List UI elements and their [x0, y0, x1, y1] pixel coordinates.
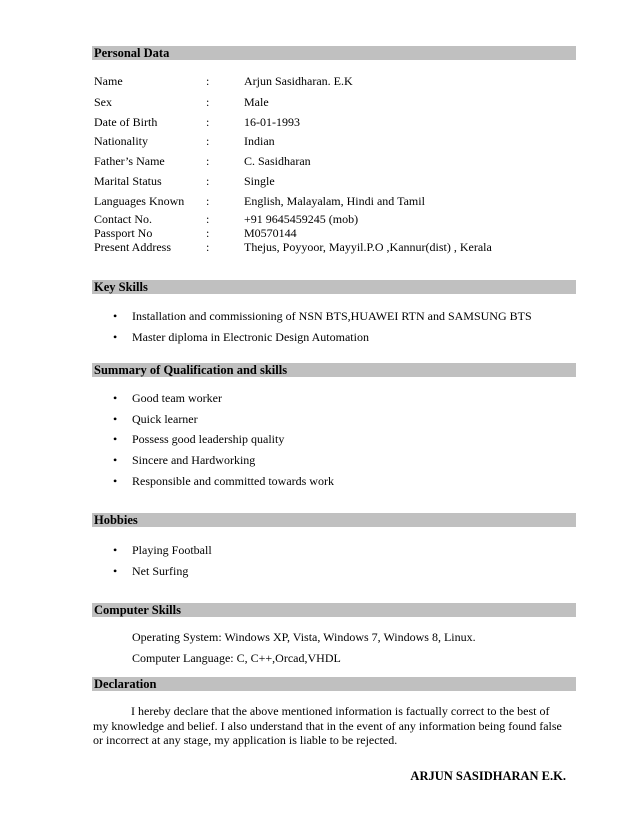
list-item-text: Net Surfing: [132, 564, 189, 578]
row-label: Sex: [94, 95, 112, 109]
row-colon: :: [206, 115, 210, 129]
list-item-text: Installation and commissioning of NSN BTS,HUAWEI RTN and SAMSUNG BTS: [132, 309, 532, 323]
row-value: Indian: [244, 134, 275, 148]
list-item-text: Sincere and Hardworking: [132, 453, 256, 467]
row-label: Date of Birth: [94, 115, 158, 129]
row-label: Passport No: [94, 226, 153, 240]
row-value: Thejus, Poyyoor, Mayyil.P.O ,Kannur(dist) , Kerala: [244, 240, 492, 254]
operating-system-line: Operating System: Windows XP, Vista, Windows 7, Windows 8, Linux.: [132, 630, 476, 644]
row-value: +91 9645459245 (mob): [244, 212, 359, 226]
list-item-text: Quick learner: [132, 412, 198, 426]
declaration-paragraph: I hereby declare that the above mentioned information is factually correct to the best of my knowledge and belief. I also understand that in the event of any information being found false or incorrect at any stage, my application is liable to be rejected.: [93, 704, 562, 747]
computer-skills-header: Computer Skills: [92, 603, 576, 617]
row-colon: :: [206, 154, 210, 168]
row-label: Contact No.: [94, 212, 152, 226]
row-colon: :: [206, 194, 210, 208]
row-value: Male: [244, 95, 269, 109]
bullet-icon: •: [113, 391, 118, 405]
list-item-text: Master diploma in Electronic Design Automation: [132, 330, 369, 344]
row-value: M0570144: [244, 226, 297, 240]
bullet-icon: •: [113, 564, 118, 578]
bullet-icon: •: [113, 412, 118, 426]
personal-data-header: Personal Data: [92, 46, 576, 60]
bullet-icon: •: [113, 474, 118, 488]
row-label: Present Address: [94, 240, 171, 254]
row-colon: :: [206, 134, 210, 148]
row-value: English, Malayalam, Hindi and Tamil: [244, 194, 425, 208]
row-colon: :: [206, 240, 210, 254]
key-skills-header: Key Skills: [92, 280, 576, 294]
bullet-icon: •: [113, 543, 118, 557]
row-colon: :: [206, 226, 210, 240]
list-item-text: Possess good leadership quality: [132, 432, 285, 446]
bullet-icon: •: [113, 432, 118, 446]
row-label: Languages Known: [94, 194, 185, 208]
list-item-text: Responsible and committed towards work: [132, 474, 334, 488]
bullet-icon: •: [113, 453, 118, 467]
row-value: Single: [244, 174, 275, 188]
summary-header: Summary of Qualification and skills: [92, 363, 576, 377]
row-label: Nationality: [94, 134, 148, 148]
row-value: Arjun Sasidharan. E.K: [244, 74, 353, 88]
computer-language-line: Computer Language: C, C++,Orcad,VHDL: [132, 651, 341, 665]
declaration-header: Declaration: [92, 677, 576, 691]
row-label: Father’s Name: [94, 154, 165, 168]
row-colon: :: [206, 174, 210, 188]
row-colon: :: [206, 212, 210, 226]
list-item-text: Good team worker: [132, 391, 222, 405]
list-item-text: Playing Football: [132, 543, 212, 557]
row-colon: :: [206, 74, 210, 88]
row-value: C. Sasidharan: [244, 154, 311, 168]
declaration-text: [93, 704, 563, 748]
hobbies-header: Hobbies: [92, 513, 576, 527]
row-label: Name: [94, 74, 123, 88]
row-label: Marital Status: [94, 174, 162, 188]
row-colon: :: [206, 95, 210, 109]
row-value: 16-01-1993: [244, 115, 300, 129]
bullet-icon: •: [113, 309, 118, 323]
bullet-icon: •: [113, 330, 118, 344]
signature-name: ARJUN SASIDHARAN E.K.: [410, 769, 566, 783]
